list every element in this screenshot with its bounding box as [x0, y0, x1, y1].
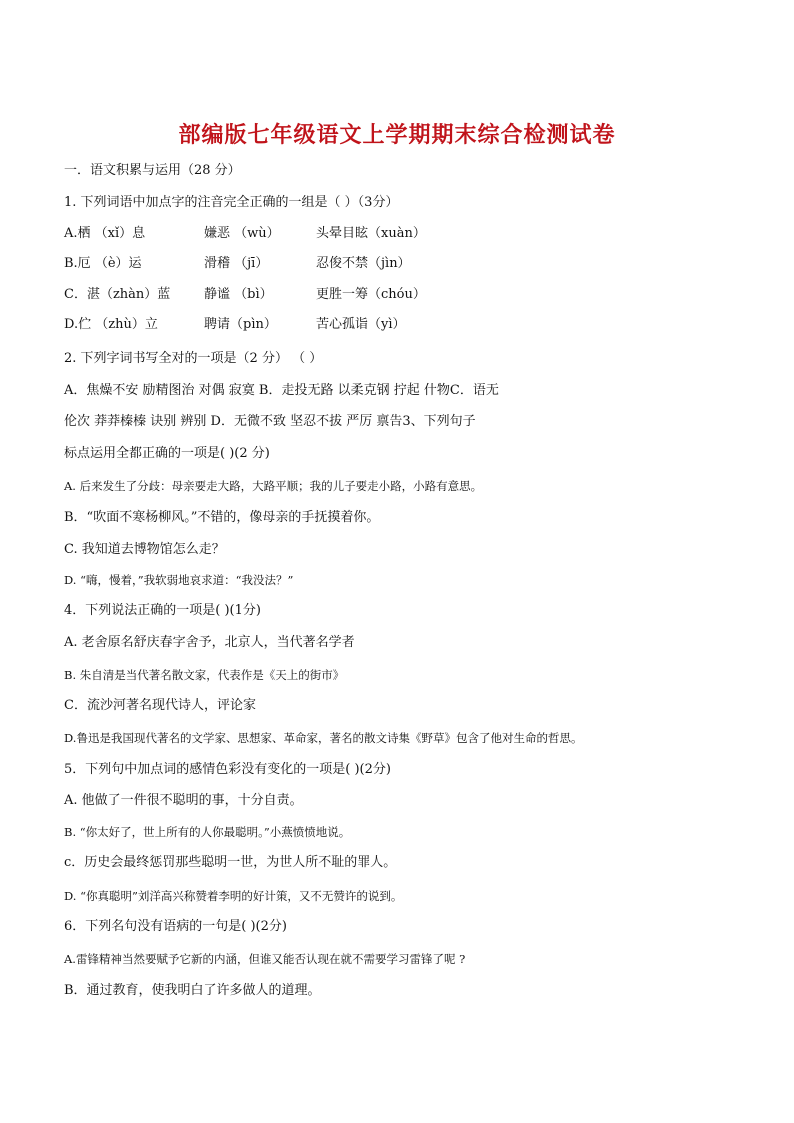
question-5-option-b: B. “你太好了，世上所有的人你最聪明。”小燕愤愤地说。	[64, 825, 351, 839]
question-2-stem: 2. 下列字词书写全对的一项是（2 分） （ ）	[64, 351, 323, 366]
question-3-option-d: D. “嗨，慢着，”我软弱地哀求道：“我没法？”	[64, 573, 294, 587]
question-5-option-c: c．历史会最终惩罚那些聪明一世，为世人所不耻的罪人。	[64, 855, 397, 870]
question-3-stem: 标点运用全都正确的一项是( )(2 分)	[64, 446, 270, 461]
option-c-word1: C．湛（zhàn）蓝	[64, 287, 171, 302]
section-heading: 一．语文积累与运用（28 分）	[64, 163, 241, 178]
question-5-option-d: D. “你真聪明”刘洋高兴称赞着李明的好计策，又不无赞许的说到。	[64, 889, 403, 903]
question-5-option-a: A. 他做了一件很不聪明的事，十分自责。	[64, 793, 303, 808]
question-4-stem: 4．下列说法正确的一项是( )(1分)	[64, 603, 261, 618]
question-4-option-a: A. 老舍原名舒庆春字舍予，北京人，当代著名学者	[64, 635, 355, 650]
option-c-word3: 更胜一筹（chóu）	[316, 287, 426, 302]
question-3-option-b: B．“吹面不寒杨柳风。”不错的，像母亲的手抚摸着你。	[64, 510, 380, 525]
option-b-word1: B.厄 （è）运	[64, 256, 142, 271]
option-a-word3: 头晕目眩（xuàn）	[316, 226, 426, 241]
question-6-option-a: A.雷锋精神当然要赋予它新的内涵，但谁又能否认现在就不需要学习雷锋了呢 ?	[64, 952, 466, 966]
question-4-option-b: B. 朱自清是当代著名散文家，代表作是《天上的街市》	[64, 668, 345, 682]
question-2-line-1: A．焦燥不安 励精图治 对偶 寂寞 B．走投无路 以柔克钢 拧起 什物C．语无	[64, 383, 499, 398]
document-title: 部编版七年级语文上学期期末综合检测试卷	[178, 122, 616, 148]
option-c-word2: 静谧 （bì）	[204, 287, 273, 302]
question-5-stem: 5．下列句中加点词的感情色彩没有变化的一项是( )(2分)	[64, 762, 391, 777]
question-3-option-c: C. 我知道去博物馆怎么走？	[64, 542, 225, 557]
question-6-option-b: B．通过教育，使我明白了许多做人的道理。	[64, 983, 321, 998]
question-4-option-c: C．流沙河著名现代诗人，评论家	[64, 698, 256, 713]
option-b-word3: 忍俊不禁（jìn）	[316, 256, 411, 271]
option-d-word1: D.伫 （zhù）立	[64, 317, 158, 332]
option-a-word1: A.栖 （xǐ）息	[64, 226, 146, 241]
question-6-stem: 6．下列名句没有语病的一句是( )(2分)	[64, 919, 287, 934]
question-3-option-a: A. 后来发生了分歧：母亲要走大路，大路平顺；我的儿子要走小路，小路有意思。	[64, 479, 483, 493]
option-a-word2: 嫌恶 （wù）	[204, 226, 280, 241]
question-2-line-2: 伦次 莽莽榛榛 诀别 辨别 D．无微不致 坚忍不拔 严厉 禀告3、下列句子	[64, 414, 476, 429]
option-d-word2: 聘请（pìn）	[204, 317, 277, 332]
option-d-word3: 苦心孤诣（yì）	[316, 317, 406, 332]
question-4-option-d: D.鲁迅是我国现代著名的文学家、思想家、革命家，著名的散文诗集《野草》包含了他对生命的哲思。	[64, 731, 583, 745]
option-b-word2: 滑稽 （jī）	[204, 256, 269, 271]
question-1-stem: 1. 下列词语中加点字的注音完全正确的一组是（ ）（3分）	[64, 195, 399, 210]
